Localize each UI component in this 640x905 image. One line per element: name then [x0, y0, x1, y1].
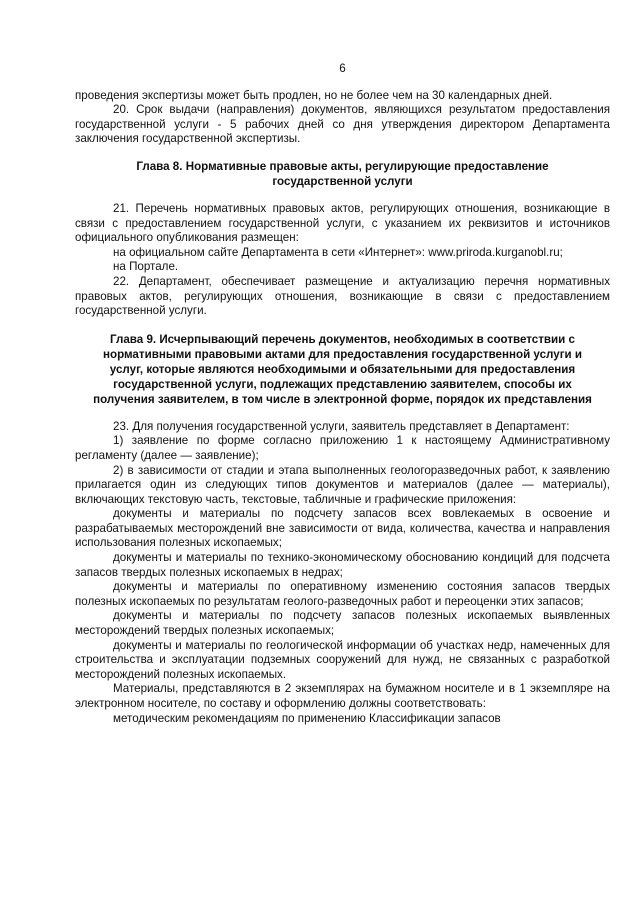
paragraph: 23. Для получения государственной услуги, заявитель представляет в Департамент:: [113, 419, 570, 433]
chapter-heading: Глава 9. Исчерпывающий перечень документов, необходимых в соответствии с нормативными правовыми актами для предоставления государственной услуги и услуг, которые являются необходимыми и обязательными для предоставления государственной услуги, подлежащих представлению заявителем, способы их получения заявителем, в том числе в электронной форме, порядок их представления: [93, 332, 592, 406]
paragraph: документы и материалы по технико-экономическому обоснованию кондиций для подсчета запасов твердых полезных ископаемых в недрах;: [75, 551, 610, 579]
paragraph: 2) в зависимости от стадии и этапа выполненных геологоразведочных работ, к заявлению прилагается один из следующих типов документов и материалов (далее — материалы), включающих текстовую часть, текстовые, табличные и графические приложения:: [75, 463, 610, 506]
paragraph: 1) заявление по форме согласно приложению 1 к настоящему Административному регламенту (далее — заявление);: [75, 434, 610, 462]
paragraph: документы и материалы по оперативному изменению состояния запасов твердых полезных ископаемых по результатам геолого-разведочных работ и переоценки этих запасов;: [75, 580, 610, 608]
chapter-heading: Глава 8. Нормативные правовые акты, регулирующие предоставление государственной услуги: [136, 159, 549, 188]
document-body: [75, 89, 610, 727]
paragraph: документы и материалы по геологической информации об участках недр, намеченных для строительства и эксплуатации подземных сооружений для нужд, не связанных с разработкой месторождений полезных ископаемых.: [75, 638, 610, 681]
paragraph: 21. Перечень нормативных правовых актов, регулирующих отношения, возникающие в связи с предоставлением государственной услуги, с указанием их реквизитов и источников официального опубликования размещен:: [75, 201, 610, 245]
paragraph: на Портале.: [113, 260, 179, 274]
paragraph: Материалы, представляются в 2 экземплярах на бумажном носителе и в 1 экземпляре на электронном носителе, по составу и оформлению должны соответствовать:: [75, 682, 610, 710]
paragraph: документы и материалы по подсчету запасов всех вовлекаемых в освоение и разрабатываемых месторождений вне зависимости от вида, количества, качества и направления использования полезных ископаемых;: [75, 507, 610, 550]
paragraph: проведения экспертизы может быть продлен, но не более чем на 30 календарных дней.: [75, 88, 553, 102]
paragraph: документы и материалы по подсчету запасов полезных ископаемых выявленных месторождений твердых полезных ископаемых;: [75, 609, 610, 638]
paragraph: 20. Срок выдачи (направления) документов, являющихся результатом предоставления государственной услуги - 5 рабочих дней со дня утверждения директором Департамента заключения государственной экспертизы.: [75, 103, 610, 146]
page-number: 6: [339, 62, 346, 75]
paragraph: методическим рекомендациям по применению Классификации запасов: [113, 711, 501, 725]
paragraph: 22. Департамент, обеспечивает размещение и актуализацию перечня нормативных правовых актов, регулирующих отношения, возникающие в связи с предоставлением государственной услуги.: [75, 274, 610, 318]
paragraph: на официальном сайте Департамента в сети «Интернет»: www.priroda.kurganobl.ru;: [113, 245, 563, 259]
